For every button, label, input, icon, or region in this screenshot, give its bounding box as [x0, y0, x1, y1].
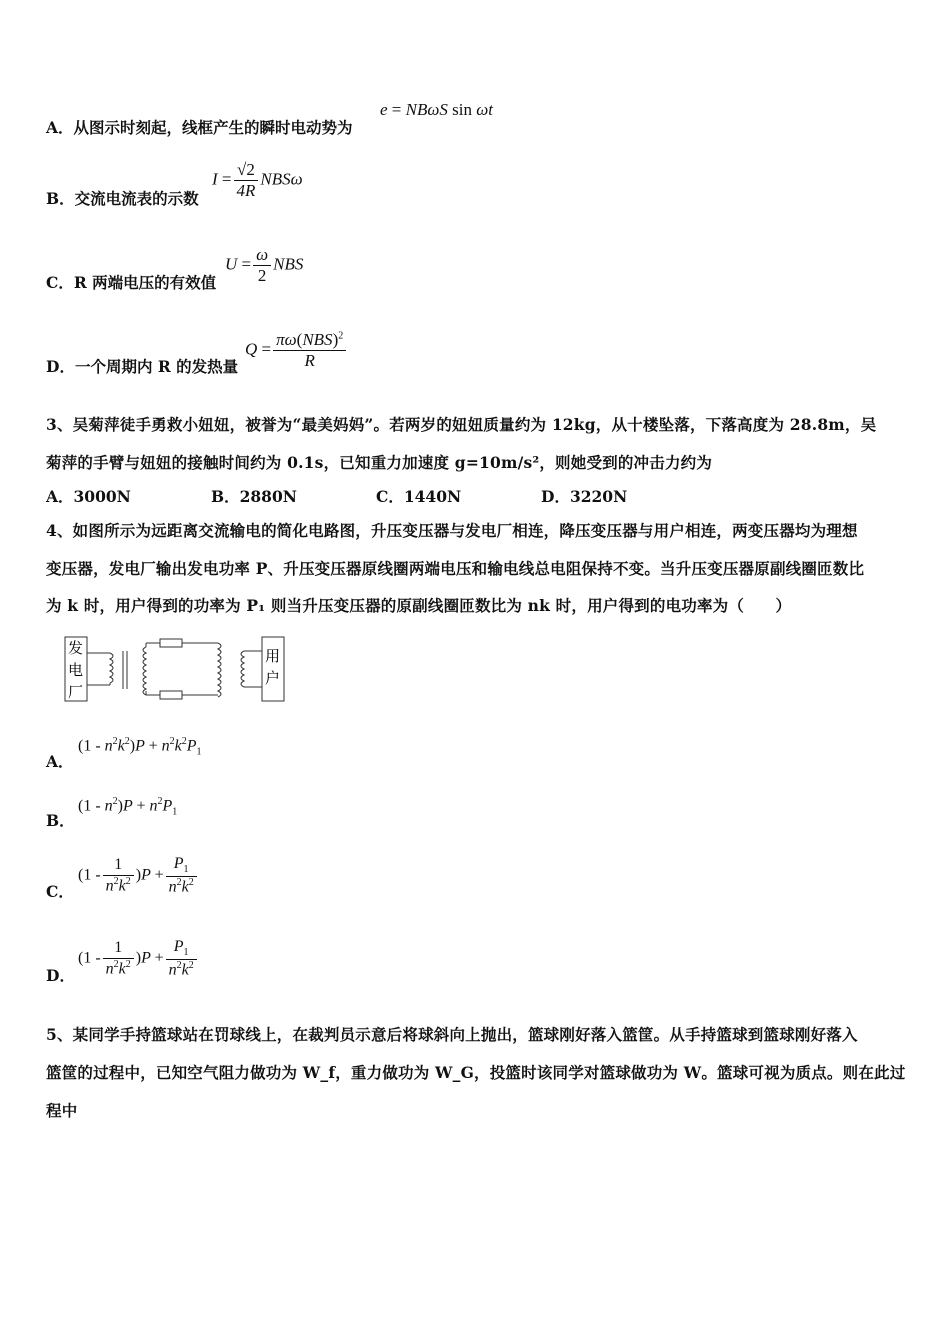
q4-option-d-label: D．	[46, 966, 75, 985]
q2-option-c-formula: U = $\frac{\omega}{2}$ NBS	[225, 245, 304, 285]
q4-option-d-formula: (1 - $\frac{1}{n^2k^2}$ )P + $\frac{P_1}{n^2k^2}$	[78, 938, 199, 979]
q3-choice-a: A．3000N	[46, 487, 131, 506]
user-char-1: 用	[265, 647, 281, 665]
power-plant-char-2: 电	[68, 661, 84, 679]
transmission-circuit-diagram	[60, 633, 300, 708]
q4-stem-line-3: 为 k 时，用户得到的功率为 P₁ 则当升压变压器的原副线圈匝数比为 nk 时，用户得到的电功率为（ ）	[46, 596, 792, 615]
q2-option-c-label: C．R 两端电压的有效值	[46, 273, 217, 292]
q4-option-c-formula: (1 - $\frac{1}{n^2k^2}$ )P + $\frac{P_1}{n^2k^2}$	[78, 855, 199, 896]
q5-stem-line-3: 程中	[46, 1101, 78, 1120]
q2-option-a-label: A．从图示时刻起，线框产生的瞬时电动势为	[46, 118, 353, 137]
q2-option-d-label: D．一个周期内 R 的发热量	[46, 357, 239, 376]
q3-choice-d: D．3220N	[541, 487, 628, 506]
q4-option-a-formula: $(1 - n^2k^2)P + n^2k^2P_1$	[78, 736, 202, 758]
q2-option-d-formula: Q = $\frac{\pi\omega(NBS)^2}{R}$	[245, 330, 348, 371]
q4-option-b-formula: $(1 - n^2)P + n^2P_1$	[78, 796, 178, 818]
user-char-2: 户	[265, 669, 281, 687]
power-plant-char-3: 厂	[68, 683, 84, 701]
q2-option-b-label: B．交流电流表的示数	[46, 189, 199, 208]
q4-stem-line-1: 4、如图所示为远距离交流输电的简化电路图，升压变压器与发电厂相连，降压变压器与用户相连，两变压器均为理想	[46, 521, 858, 540]
q4-option-c-label: C．	[46, 882, 74, 901]
q3-choice-b: B．2880N	[211, 487, 297, 506]
q2-option-a-formula: e = NBωS sin ωt	[380, 100, 493, 119]
q2-option-b-formula: I = $\frac{√2}{4R}$ NBSω	[212, 160, 303, 200]
q5-stem-line-2: 篮筐的过程中，已知空气阻力做功为 W_f，重力做功为 W_G，投篮时该同学对篮球做功为 W。篮球可视为质点。则在此过	[46, 1063, 906, 1082]
q3-stem-line-1: 3、吴菊萍徒手勇救小妞妞，被誉为“最美妈妈”。若两岁的妞妞质量约为 12kg，从十楼坠落，下落高度为 28.8m，吴	[46, 415, 877, 434]
q5-stem-line-1: 5、某同学手持篮球站在罚球线上，在裁判员示意后将球斜向上抛出，篮球刚好落入篮筐。从手持篮球到篮球刚好落入	[46, 1025, 858, 1044]
q4-stem-line-2: 变压器，发电厂输出发电功率 P、升压变压器原线圈两端电压和输电线总电阻保持不变。当升压变压器原副线圈匝数比	[46, 559, 865, 578]
q4-option-b-label: B．	[46, 811, 75, 830]
q3-choice-c: C．1440N	[376, 487, 462, 506]
q4-option-a-label: A．	[46, 752, 74, 771]
power-plant-char-1: 发	[68, 639, 84, 657]
q3-stem-line-2: 菊萍的手臂与妞妞的接触时间约为 0.1s，已知重力加速度 g=10m/s²，则她受到的冲击力约为	[46, 453, 713, 472]
